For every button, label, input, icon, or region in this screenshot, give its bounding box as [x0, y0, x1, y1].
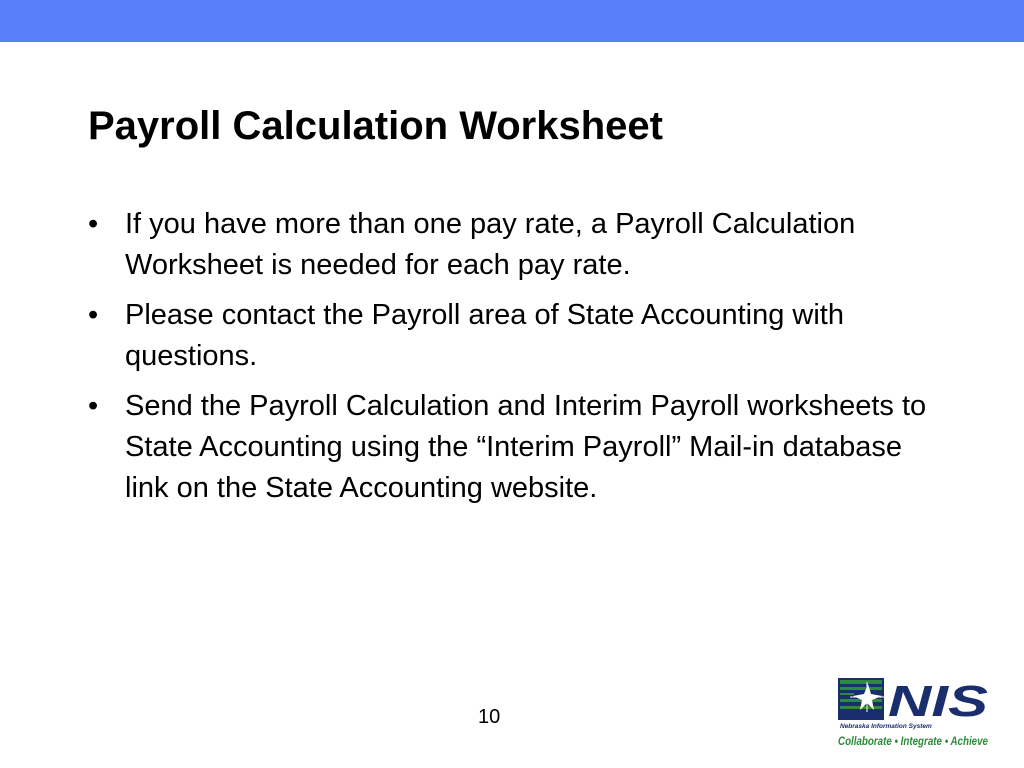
bullet-marker: • [88, 390, 99, 422]
top-color-band [0, 0, 1024, 42]
bullet-marker: • [88, 208, 99, 240]
bullet-item [88, 204, 948, 286]
page-number: 10 [478, 706, 501, 728]
logo-subtitle: Nebraska Information System [840, 723, 932, 730]
logo-tagline: Collaborate • Integrate • Achieve [838, 734, 989, 748]
star-emblem-icon [838, 678, 884, 720]
logo-wordmark: NIS [888, 677, 988, 726]
bullet-text: Send the Payroll Calculation and Interim Payroll worksheets to State Accounting using the “Interim Payroll” Mail-in database link on the State Accounting website. [125, 390, 927, 504]
slide-title: Payroll Calculation Worksheet [88, 104, 663, 148]
bullet-list [88, 204, 948, 518]
bullet-item [88, 295, 948, 377]
bullet-marker: • [88, 299, 99, 331]
bullet-text: If you have more than one pay rate, a Payroll Calculation Worksheet is needed for each pay rate. [125, 208, 856, 281]
bullet-item [88, 386, 948, 509]
nis-logo [836, 676, 992, 750]
bullet-text: Please contact the Payroll area of State Accounting with questions. [125, 299, 844, 372]
